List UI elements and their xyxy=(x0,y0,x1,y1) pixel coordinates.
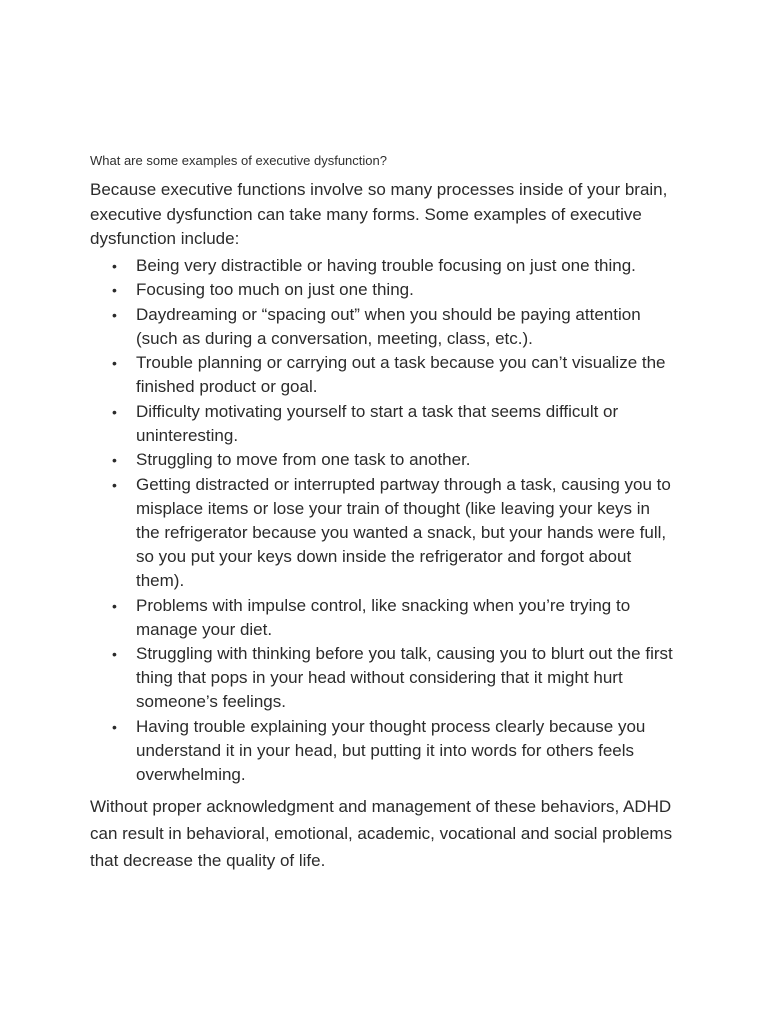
bullet-marker: • xyxy=(112,477,117,494)
list-item-text: Struggling with thinking before you talk, causing you to blurt out the first thing that pops in your head without considering that it might hurt someone’s feelings. xyxy=(136,644,673,712)
bullet-marker: • xyxy=(112,306,117,323)
list-item xyxy=(90,400,678,448)
list-item-text: Having trouble explaining your thought process clearly because you understand it in your head, but putting it into words for others feels overwhelming. xyxy=(136,716,646,784)
list-item xyxy=(90,642,678,714)
section-heading: What are some examples of executive dysfunction? xyxy=(90,153,387,168)
bullet-marker: • xyxy=(112,403,117,420)
list-item-text: Daydreaming or “spacing out” when you should be paying attention (such as during a conversation, meeting, class, etc.). xyxy=(136,304,641,348)
list-item xyxy=(90,254,678,278)
bullet-marker: • xyxy=(112,355,117,372)
intro-paragraph: Because executive functions involve so many processes inside of your brain, executive dysfunction can take many forms. Some examples of executive dysfunction include: xyxy=(90,180,668,248)
list-item-text: Difficulty motivating yourself to start a task that seems difficult or uninteresting. xyxy=(136,401,619,445)
list-item-text: Struggling to move from one task to another. xyxy=(136,450,471,470)
bullet-marker: • xyxy=(112,718,117,735)
list-item xyxy=(90,594,678,642)
list-item-text: Problems with impulse control, like snacking when you’re trying to manage your diet. xyxy=(136,595,631,639)
list-item-text: Being very distractible or having trouble focusing on just one thing. xyxy=(136,255,636,275)
list-item xyxy=(90,473,678,593)
examples-list xyxy=(90,254,678,787)
bullet-marker: • xyxy=(112,452,117,469)
list-item xyxy=(90,351,678,399)
list-item xyxy=(90,715,678,787)
list-item xyxy=(90,448,678,472)
list-item xyxy=(90,303,678,351)
closing-paragraph: Without proper acknowledgment and management of these behaviors, ADHD can result in behavioral, emotional, academic, vocational and social problems that decrease the quality of life. xyxy=(90,796,673,870)
list-item xyxy=(90,278,678,302)
bullet-marker: • xyxy=(112,646,117,663)
list-item-text: Focusing too much on just one thing. xyxy=(136,280,414,300)
bullet-marker: • xyxy=(112,597,117,614)
bullet-marker: • xyxy=(112,257,117,274)
list-item-text: Getting distracted or interrupted partway through a task, causing you to misplace items or lose your train of thought (like leaving your keys in the refrigerator because you wanted a snack, but your hands were full, so you put your keys down inside the refrigerator and forgot about them). xyxy=(136,475,671,591)
bullet-marker: • xyxy=(112,282,117,299)
list-item-text: Trouble planning or carrying out a task because you can’t visualize the finished product or goal. xyxy=(136,353,666,397)
